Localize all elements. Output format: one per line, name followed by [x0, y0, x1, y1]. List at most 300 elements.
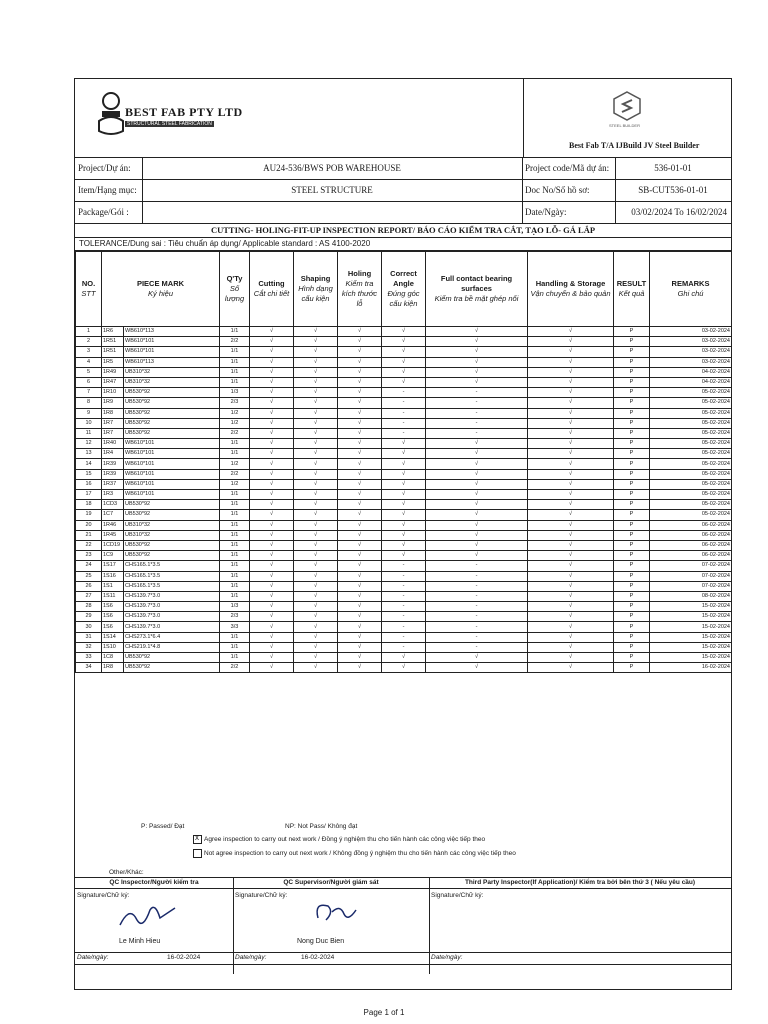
table-cell: 1/1	[220, 377, 250, 387]
table-cell: √	[338, 642, 382, 652]
table-cell: -	[382, 581, 426, 591]
table-cell: 1/1	[220, 653, 250, 663]
table-cell: 1R10	[102, 388, 124, 398]
company-tagline: STRUCTURAL STEEL FABRICATION	[127, 121, 212, 127]
table-cell: 06-02-2024	[650, 530, 732, 540]
table-cell: √	[426, 469, 528, 479]
table-cell: √	[528, 540, 614, 550]
table-cell: 04-02-2024	[650, 377, 732, 387]
table-cell: 05-02-2024	[650, 388, 732, 398]
table-cell: √	[528, 561, 614, 571]
table-cell: √	[338, 612, 382, 622]
not-agree-checkbox[interactable]	[193, 849, 202, 858]
table-cell: √	[250, 479, 294, 489]
table-cell: √	[250, 428, 294, 438]
table-cell: √	[294, 602, 338, 612]
table-cell: P	[614, 418, 650, 428]
table-cell: √	[338, 602, 382, 612]
table-cell: √	[426, 357, 528, 367]
table-cell: WB610*113	[124, 357, 220, 367]
table-row	[76, 571, 732, 581]
table-cell: 1/1	[220, 510, 250, 520]
table-cell: -	[426, 428, 528, 438]
table-cell: 7	[76, 388, 102, 398]
table-cell: √	[338, 388, 382, 398]
inspection-table	[75, 251, 732, 673]
table-cell: CHS165.1*3.5	[124, 571, 220, 581]
table-cell: √	[382, 520, 426, 530]
table-cell: √	[338, 540, 382, 550]
table-cell: -	[426, 602, 528, 612]
table-cell: 1S10	[102, 642, 124, 652]
table-cell: -	[382, 632, 426, 642]
table-row	[76, 439, 732, 449]
table-cell: P	[614, 561, 650, 571]
table-cell: 1/2	[220, 479, 250, 489]
table-cell: √	[294, 551, 338, 561]
table-cell: 1/1	[220, 347, 250, 357]
table-cell: UB310*32	[124, 530, 220, 540]
col-piece-mark: PIECE MARK Ký hiệu	[102, 252, 220, 327]
table-cell: -	[426, 622, 528, 632]
table-cell: √	[250, 561, 294, 571]
not-agree-option[interactable]	[193, 849, 516, 858]
table-row	[76, 490, 732, 500]
table-cell: √	[528, 612, 614, 622]
table-cell: √	[294, 418, 338, 428]
table-cell: P	[614, 551, 650, 561]
table-cell: √	[250, 388, 294, 398]
table-cell: UB310*32	[124, 367, 220, 377]
table-cell: 11	[76, 428, 102, 438]
supervisor-name: Nong Duc Bien	[297, 938, 345, 945]
table-cell: 6	[76, 377, 102, 387]
third-party-date-label: Date/ngày:	[431, 954, 463, 961]
table-cell: 1R51	[102, 337, 124, 347]
table-cell: 1CD19	[102, 540, 124, 550]
table-cell: √	[338, 653, 382, 663]
table-cell: -	[382, 612, 426, 622]
table-cell: 2/3	[220, 398, 250, 408]
table-cell: UB530*92	[124, 663, 220, 673]
table-cell: 1R37	[102, 479, 124, 489]
table-cell: 05-02-2024	[650, 439, 732, 449]
table-cell: CHS139.7*3.0	[124, 622, 220, 632]
table-cell: √	[294, 357, 338, 367]
table-cell: UB310*32	[124, 520, 220, 530]
table-cell: P	[614, 500, 650, 510]
table-row	[76, 449, 732, 459]
table-header	[76, 252, 732, 327]
table-cell: 23	[76, 551, 102, 561]
col-angle: Correct Angle Đúng góc cấu kiện	[382, 252, 426, 327]
table-cell: -	[382, 408, 426, 418]
table-row	[76, 367, 732, 377]
table-cell: √	[250, 398, 294, 408]
table-cell: 26	[76, 581, 102, 591]
table-cell: -	[382, 622, 426, 632]
table-cell: √	[294, 469, 338, 479]
table-cell: P	[614, 520, 650, 530]
table-cell: P	[614, 632, 650, 642]
table-cell: P	[614, 439, 650, 449]
table-cell: √	[382, 449, 426, 459]
table-cell: UB530*92	[124, 551, 220, 561]
third-party-heading: Third Party Inspector(If Application)/ Kiểm tra bởi bên thứ 3 ( Nếu yêu cầu)	[464, 879, 696, 886]
table-cell: 1S1	[102, 581, 124, 591]
table-cell: UB530*92	[124, 418, 220, 428]
col-qty: Q'Ty Số lượng	[220, 252, 250, 327]
table-row	[76, 622, 732, 632]
item-row	[75, 179, 731, 202]
table-cell: 1R9	[102, 398, 124, 408]
table-cell: P	[614, 408, 650, 418]
table-cell: UB530*92	[124, 398, 220, 408]
table-cell: √	[294, 398, 338, 408]
table-cell: √	[426, 327, 528, 337]
table-cell: WB610*101	[124, 347, 220, 357]
table-cell: 3/3	[220, 622, 250, 632]
project-label: Project/Dự án:	[75, 157, 143, 179]
table-cell: √	[338, 520, 382, 530]
table-cell: 28	[76, 602, 102, 612]
table-cell: 1/1	[220, 581, 250, 591]
table-cell: √	[294, 632, 338, 642]
table-cell: WB610*101	[124, 479, 220, 489]
table-cell: √	[294, 530, 338, 540]
table-cell: √	[338, 367, 382, 377]
table-cell: 1R3	[102, 490, 124, 500]
table-row	[76, 632, 732, 642]
tolerance-line: TOLERANCE/Dung sai : Tiêu chuẩn áp dụng/ Applicable standard : AS 4100-2020	[75, 237, 731, 251]
inspector-name: Le Minh Hieu	[119, 938, 161, 945]
table-cell: √	[338, 581, 382, 591]
table-cell: P	[614, 469, 650, 479]
table-cell: 2/2	[220, 663, 250, 673]
table-cell: 1/1	[220, 490, 250, 500]
table-cell: √	[382, 357, 426, 367]
table-cell: 33	[76, 653, 102, 663]
table-cell: √	[250, 347, 294, 357]
table-cell: √	[528, 439, 614, 449]
table-cell: WB610*113	[124, 327, 220, 337]
date-value: 03/02/2024 To 16/02/2024	[631, 207, 727, 217]
table-cell: √	[528, 663, 614, 673]
table-cell: 1R8	[102, 408, 124, 418]
table-cell: √	[382, 530, 426, 540]
table-cell: 1R40	[102, 439, 124, 449]
table-row	[76, 540, 732, 550]
table-cell: √	[250, 357, 294, 367]
table-cell: 1/1	[220, 530, 250, 540]
table-cell: 15-02-2024	[650, 653, 732, 663]
table-cell: √	[250, 551, 294, 561]
table-cell: √	[294, 663, 338, 673]
partner-logo-caption: STEEL BUILDER	[609, 123, 640, 128]
table-cell: √	[382, 347, 426, 357]
table-cell: √	[382, 439, 426, 449]
table-row	[76, 388, 732, 398]
table-cell: 2/2	[220, 337, 250, 347]
table-cell: -	[382, 428, 426, 438]
table-row	[76, 469, 732, 479]
table-cell: √	[338, 490, 382, 500]
table-cell: WB610*101	[124, 490, 220, 500]
table-cell: √	[338, 418, 382, 428]
table-cell: √	[250, 418, 294, 428]
table-cell: √	[528, 510, 614, 520]
table-cell: √	[338, 551, 382, 561]
table-cell: WB610*101	[124, 337, 220, 347]
third-party-signature-label: Signature/Chữ ký:	[431, 892, 484, 899]
table-cell: P	[614, 612, 650, 622]
table-cell: 10	[76, 418, 102, 428]
table-row	[76, 459, 732, 469]
table-cell: √	[528, 520, 614, 530]
table-cell: √	[294, 520, 338, 530]
table-cell: √	[382, 327, 426, 337]
table-row	[76, 612, 732, 622]
col-holing: Holing Kiểm tra kích thước lỗ	[338, 252, 382, 327]
table-cell: √	[338, 500, 382, 510]
agree-option[interactable]	[193, 835, 485, 844]
table-cell: √	[338, 377, 382, 387]
table-cell: 18	[76, 500, 102, 510]
agree-checkbox[interactable]: x	[193, 835, 202, 844]
table-cell: √	[426, 520, 528, 530]
table-cell: √	[294, 642, 338, 652]
table-row	[76, 602, 732, 612]
table-cell: √	[528, 653, 614, 663]
table-cell: 05-02-2024	[650, 449, 732, 459]
table-cell: √	[294, 439, 338, 449]
table-cell: UB530*92	[124, 653, 220, 663]
table-cell: 34	[76, 663, 102, 673]
col-contact: Full contact bearing surfaces Kiểm tra bề mặt ghép nối	[426, 252, 528, 327]
table-cell: √	[528, 551, 614, 561]
not-agree-label: Not agree inspection to carry out next work / Không đồng ý nghiệm thu cho tiến hành các công việc tiếp theo	[204, 850, 516, 858]
table-cell: √	[426, 479, 528, 489]
table-cell: 05-02-2024	[650, 490, 732, 500]
table-cell: 2	[76, 337, 102, 347]
table-cell: √	[294, 367, 338, 377]
table-cell: √	[528, 459, 614, 469]
table-cell: √	[382, 377, 426, 387]
table-cell: -	[426, 388, 528, 398]
table-cell: 05-02-2024	[650, 398, 732, 408]
table-cell: P	[614, 490, 650, 500]
table-cell: 1/1	[220, 520, 250, 530]
table-cell: 27	[76, 591, 102, 601]
table-cell: 1C8	[102, 653, 124, 663]
company-logo-area	[75, 79, 524, 158]
project-code-label: Project code/Mã dự án:	[523, 157, 616, 179]
table-cell: 06-02-2024	[650, 551, 732, 561]
table-cell: P	[614, 581, 650, 591]
table-cell: √	[426, 551, 528, 561]
project-code-value: 536-01-01	[654, 163, 692, 173]
table-cell: 03-02-2024	[650, 357, 732, 367]
table-cell: 1/1	[220, 571, 250, 581]
other-label: Other/Khác:	[109, 869, 144, 876]
table-cell: √	[250, 540, 294, 550]
table-row	[76, 653, 732, 663]
table-row	[76, 561, 732, 571]
table-cell: P	[614, 337, 650, 347]
table-cell: -	[426, 398, 528, 408]
table-cell: 1R6	[102, 327, 124, 337]
table-cell: √	[250, 622, 294, 632]
table-cell: √	[338, 449, 382, 459]
table-cell: √	[528, 357, 614, 367]
table-cell: 1C9	[102, 551, 124, 561]
table-cell: √	[338, 439, 382, 449]
table-cell: √	[338, 428, 382, 438]
table-cell: √	[528, 530, 614, 540]
table-cell: CHS165.1*3.5	[124, 561, 220, 571]
table-row	[76, 327, 732, 337]
table-cell: 13	[76, 449, 102, 459]
table-cell: √	[528, 622, 614, 632]
table-cell: √	[294, 500, 338, 510]
inspection-sheet	[74, 78, 732, 990]
table-cell: √	[250, 632, 294, 642]
table-cell: 06-02-2024	[650, 540, 732, 550]
table-row	[76, 357, 732, 367]
table-cell: 21	[76, 530, 102, 540]
table-cell: 1S6	[102, 602, 124, 612]
table-cell: √	[382, 367, 426, 377]
table-cell: P	[614, 642, 650, 652]
table-cell: -	[382, 642, 426, 652]
table-cell: 3	[76, 347, 102, 357]
table-cell: √	[250, 571, 294, 581]
table-cell: P	[614, 357, 650, 367]
table-cell: √	[338, 479, 382, 489]
table-cell: √	[250, 367, 294, 377]
table-cell: √	[528, 418, 614, 428]
table-cell: P	[614, 327, 650, 337]
partner-logo-area	[523, 79, 731, 158]
table-cell: -	[426, 571, 528, 581]
table-cell: √	[528, 449, 614, 459]
table-cell: P	[614, 377, 650, 387]
table-cell: UB530*92	[124, 388, 220, 398]
table-cell: P	[614, 388, 650, 398]
report-title: CUTTING- HOLING-FIT-UP INSPECTION REPORT/ BÁO CÁO KIỂM TRA CẮT, TẠO LỖ- GÁ LẮP	[75, 223, 731, 238]
table-cell: WB610*101	[124, 449, 220, 459]
table-cell: P	[614, 479, 650, 489]
inspector-date-label: Date/ngày:	[77, 954, 109, 961]
item-label: Item/Hạng mục:	[75, 179, 143, 201]
table-cell: √	[426, 347, 528, 357]
table-cell: -	[426, 408, 528, 418]
col-shaping: Shaping Hình dạng cấu kiện	[294, 252, 338, 327]
table-cell: 07-02-2024	[650, 561, 732, 571]
col-no: NO. STT	[76, 252, 102, 327]
table-cell: 1/1	[220, 500, 250, 510]
table-cell: √	[338, 663, 382, 673]
table-cell: UB530*92	[124, 500, 220, 510]
table-cell: √	[250, 459, 294, 469]
table-row	[76, 337, 732, 347]
table-cell: √	[250, 327, 294, 337]
table-cell: √	[382, 510, 426, 520]
table-cell: 05-02-2024	[650, 459, 732, 469]
table-cell: √	[382, 500, 426, 510]
table-cell: √	[338, 347, 382, 357]
table-cell: UB530*92	[124, 510, 220, 520]
table-cell: -	[382, 602, 426, 612]
table-cell: √	[382, 653, 426, 663]
table-cell: √	[294, 510, 338, 520]
table-cell: CHS165.1*3.5	[124, 581, 220, 591]
package-value	[142, 201, 523, 223]
table-cell: 1/1	[220, 561, 250, 571]
table-cell: UB530*92	[124, 428, 220, 438]
table-cell: P	[614, 540, 650, 550]
table-row	[76, 581, 732, 591]
table-cell: 05-02-2024	[650, 479, 732, 489]
table-cell: 03-02-2024	[650, 337, 732, 347]
table-cell: 05-02-2024	[650, 428, 732, 438]
table-cell: 1/2	[220, 418, 250, 428]
table-cell: √	[426, 337, 528, 347]
legend-passed: P: Passed/ Đạt	[141, 823, 185, 830]
table-cell: √	[250, 612, 294, 622]
table-cell: 1R7	[102, 428, 124, 438]
table-cell: WB610*101	[124, 459, 220, 469]
table-cell: √	[528, 642, 614, 652]
table-cell: √	[294, 428, 338, 438]
table-cell: 31	[76, 632, 102, 642]
project-row	[75, 157, 731, 180]
table-cell: 16	[76, 479, 102, 489]
table-cell: √	[528, 602, 614, 612]
table-cell: √	[426, 510, 528, 520]
table-row	[76, 377, 732, 387]
table-cell: 1S11	[102, 591, 124, 601]
table-cell: √	[294, 479, 338, 489]
table-cell: 17	[76, 490, 102, 500]
table-cell: 1/1	[220, 540, 250, 550]
table-cell: P	[614, 459, 650, 469]
table-cell: 12	[76, 439, 102, 449]
table-cell: P	[614, 602, 650, 612]
table-cell: √	[338, 459, 382, 469]
table-cell: P	[614, 367, 650, 377]
table-cell: 05-02-2024	[650, 469, 732, 479]
col-handling: Handling & Storage Vận chuyển & bảo quản	[528, 252, 614, 327]
table-row	[76, 500, 732, 510]
table-cell: 4	[76, 357, 102, 367]
table-cell: P	[614, 653, 650, 663]
table-cell: P	[614, 663, 650, 673]
table-cell: √	[382, 663, 426, 673]
table-cell: √	[338, 632, 382, 642]
table-cell: √	[294, 561, 338, 571]
table-cell: √	[528, 581, 614, 591]
table-cell: √	[338, 571, 382, 581]
table-cell: √	[338, 510, 382, 520]
table-cell: √	[382, 459, 426, 469]
table-cell: 1S6	[102, 622, 124, 632]
table-cell: √	[294, 408, 338, 418]
table-cell: 1/1	[220, 357, 250, 367]
table-row	[76, 398, 732, 408]
table-cell: √	[250, 510, 294, 520]
table-cell: √	[426, 490, 528, 500]
